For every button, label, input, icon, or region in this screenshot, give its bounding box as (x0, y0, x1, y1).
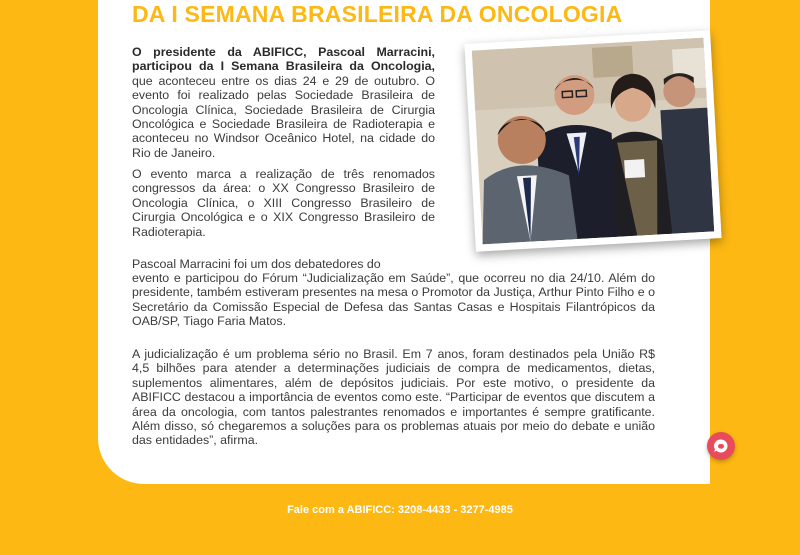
paragraph-judicialization: A judicialização é um problema sério no Brasil. Em 7 anos, foram destinados pela União R$ 4,5 bilhões para atender a determinações judiciais de compra de medicamentos, dietas, suplementos alimentares, além de depósitos judiciais. Por este motivo, o presidente da ABIFICC destacou a importância de eventos como este. “Participar de eventos que discutem a área da oncologia, com tantos palestrantes renomados e importantes é sempre gratificante. Além disso, só chegaremos a soluções para os problemas atuais por meio do debate e união das entidades”, afirma. (132, 347, 655, 448)
chat-bubble-icon (713, 438, 729, 454)
intro-text: que aconteceu entre os dias 24 e 29 de outubro. O evento foi realizado pelas Sociedade Brasileira de Oncologia Clínica, Sociedade Brasileira de Cirurgia Oncológica e Sociedade Brasileira de Radioterapia e aconteceu no Windsor Oceânico Hotel, na cidade do Rio de Janeiro. (132, 73, 435, 160)
article-title: DA I SEMANA BRASILEIRA DA ONCOLOGIA (132, 1, 623, 27)
paragraph-congresses: O evento marca a realização de três renomados congressos da área: o XX Congresso Brasileiro de Oncologia Clínica, o XIII Congresso Brasileiro de Cirurgia Oncológica e o XIX Congresso Brasileiro de Radioterapia. (132, 167, 435, 239)
chat-button[interactable] (707, 432, 735, 460)
paragraph-intro (132, 45, 435, 160)
intro-bold-text: O presidente da ABIFICC, Pascoal Marracini, participou da I Semana Brasileira da Oncologia, (132, 45, 435, 74)
event-photo (464, 30, 721, 251)
paragraph-forum: evento e participou do Fórum “Judicialização em Saúde”, que ocorreu no dia 24/10. Além do presidente, também estiveram presentes na mesa o Promotor da Justiça, Arthur Pinto Filho e o Secretário da Comissão Especial de Defesa das Santas Casas e Hospitais Filantrópicos da OAB/SP, Tiago Faria Matos. (132, 271, 655, 329)
paragraph-forum-line1: Pascoal Marracini foi um dos debatedores do (132, 257, 381, 271)
footer-contact: Fale com a ABIFICC: 3208-4433 - 3277-4985 (287, 504, 513, 516)
group-photo (472, 38, 714, 245)
